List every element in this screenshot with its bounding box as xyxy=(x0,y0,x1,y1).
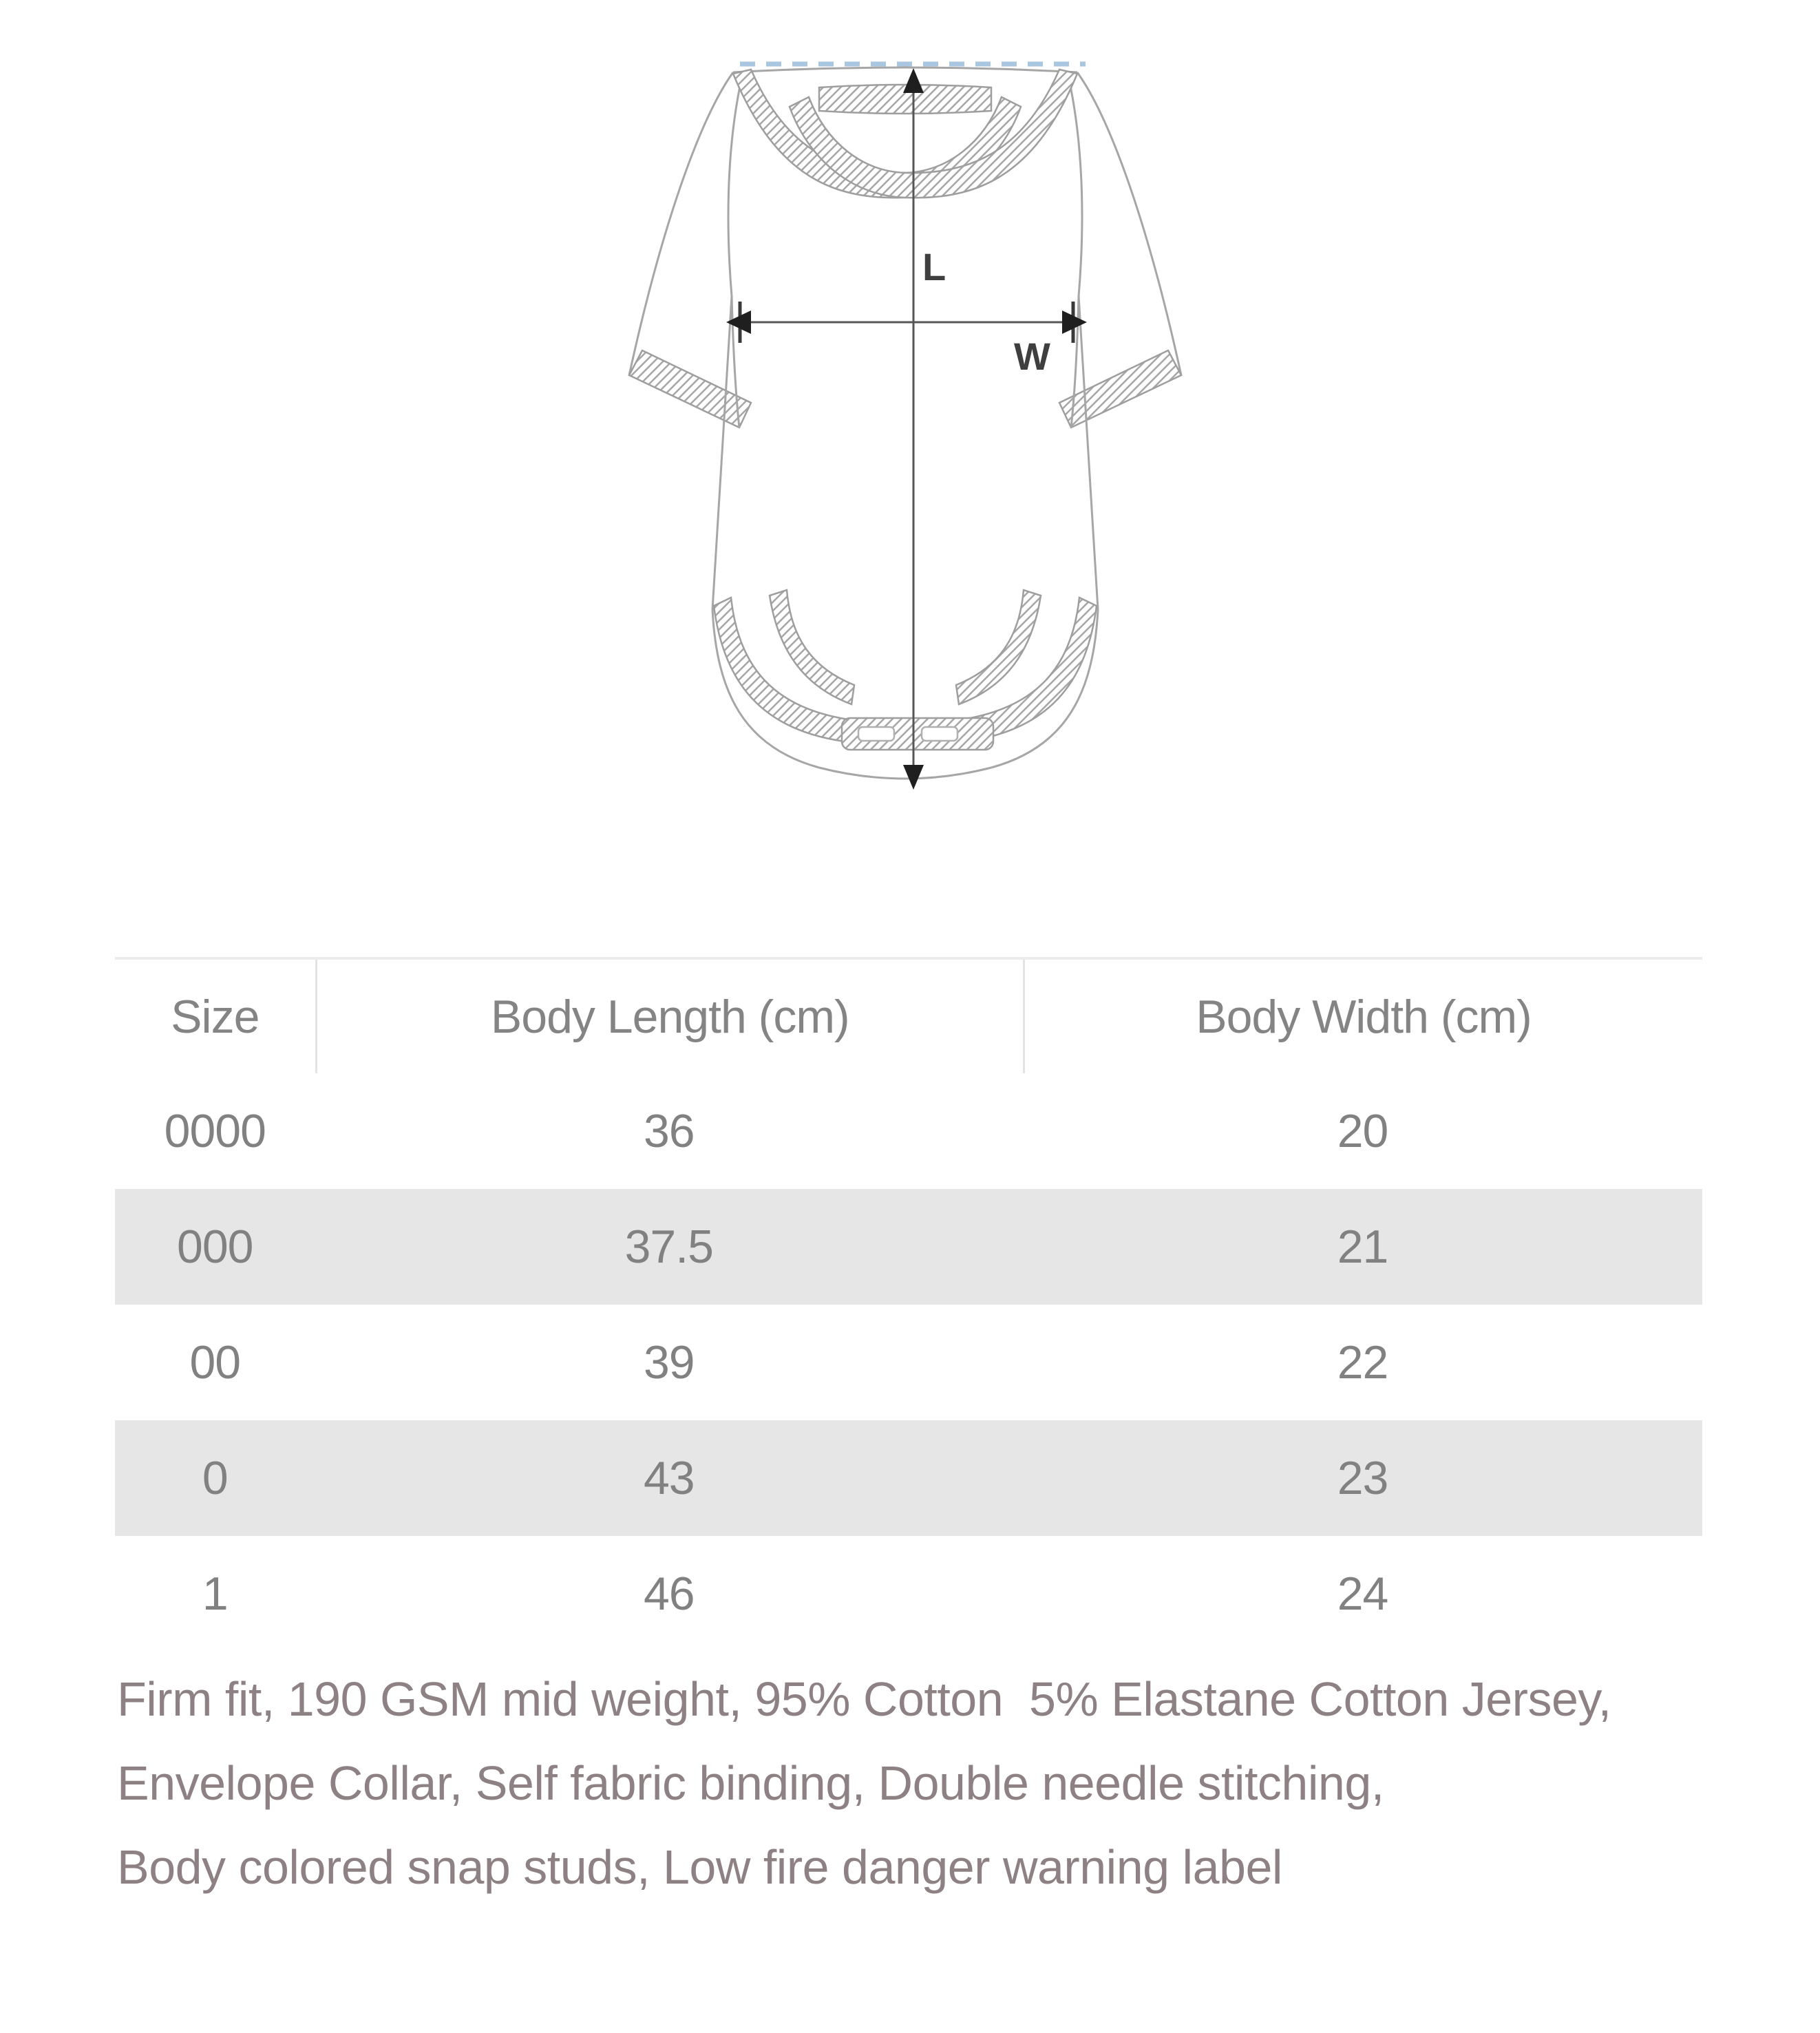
cell-body-width: 21 xyxy=(1337,1221,1388,1273)
cell-body-length: 43 xyxy=(643,1452,695,1504)
cell-size: 0000 xyxy=(164,1105,266,1157)
cell-size: 0 xyxy=(202,1452,228,1504)
table-row-size-0000 xyxy=(115,1073,1702,1189)
width-label: W xyxy=(1014,335,1050,378)
cell-body-length: 37.5 xyxy=(624,1221,713,1273)
snap-placket xyxy=(842,718,993,750)
table-row-size-000 xyxy=(115,1189,1702,1305)
cell-size: 000 xyxy=(177,1221,253,1273)
product-details xyxy=(117,1657,1737,1909)
cell-body-width: 23 xyxy=(1337,1452,1388,1504)
snap-stud-right xyxy=(922,727,957,741)
column-header-body-width: Body Width (cm) xyxy=(1023,960,1702,1073)
snap-stud-left xyxy=(858,727,894,741)
envelope-collar xyxy=(733,67,1077,198)
table-row-size-00 xyxy=(115,1305,1702,1420)
left-cuff-binding xyxy=(629,350,751,428)
details-line-3: Body colored snap studs, Low fire danger warning label xyxy=(117,1840,1282,1894)
cell-body-length: 36 xyxy=(643,1105,695,1157)
details-line-1: Firm fit, 190 GSM mid weight, 95% Cotton 5% Elastane Cotton Jersey, xyxy=(117,1672,1611,1726)
left-sleeve xyxy=(629,72,751,428)
cell-body-width: 24 xyxy=(1337,1568,1388,1620)
length-label: L xyxy=(922,245,946,288)
cell-size: 00 xyxy=(189,1336,241,1389)
column-header-size: Size xyxy=(171,990,260,1043)
table-header-row xyxy=(115,960,1702,1073)
cell-body-length: 46 xyxy=(643,1568,695,1620)
bodysuit-measurement-diagram xyxy=(623,59,1187,795)
size-chart-table xyxy=(115,957,1702,1652)
length-arrowhead-top xyxy=(903,68,924,93)
cell-body-length: 39 xyxy=(643,1336,695,1389)
table-row-size-0 xyxy=(115,1420,1702,1536)
details-line-2: Envelope Collar, Self fabric binding, Double needle stitching, xyxy=(117,1756,1384,1810)
column-header-body-length: Body Length (cm) xyxy=(315,960,1023,1073)
right-cuff-binding xyxy=(1059,350,1181,428)
cell-body-width: 20 xyxy=(1337,1105,1388,1157)
table-row-size-1 xyxy=(115,1536,1702,1652)
right-sleeve xyxy=(1059,72,1181,428)
cell-size: 1 xyxy=(202,1568,228,1620)
cell-body-width: 22 xyxy=(1337,1336,1388,1389)
bodysuit-diagram-svg xyxy=(623,59,1187,795)
